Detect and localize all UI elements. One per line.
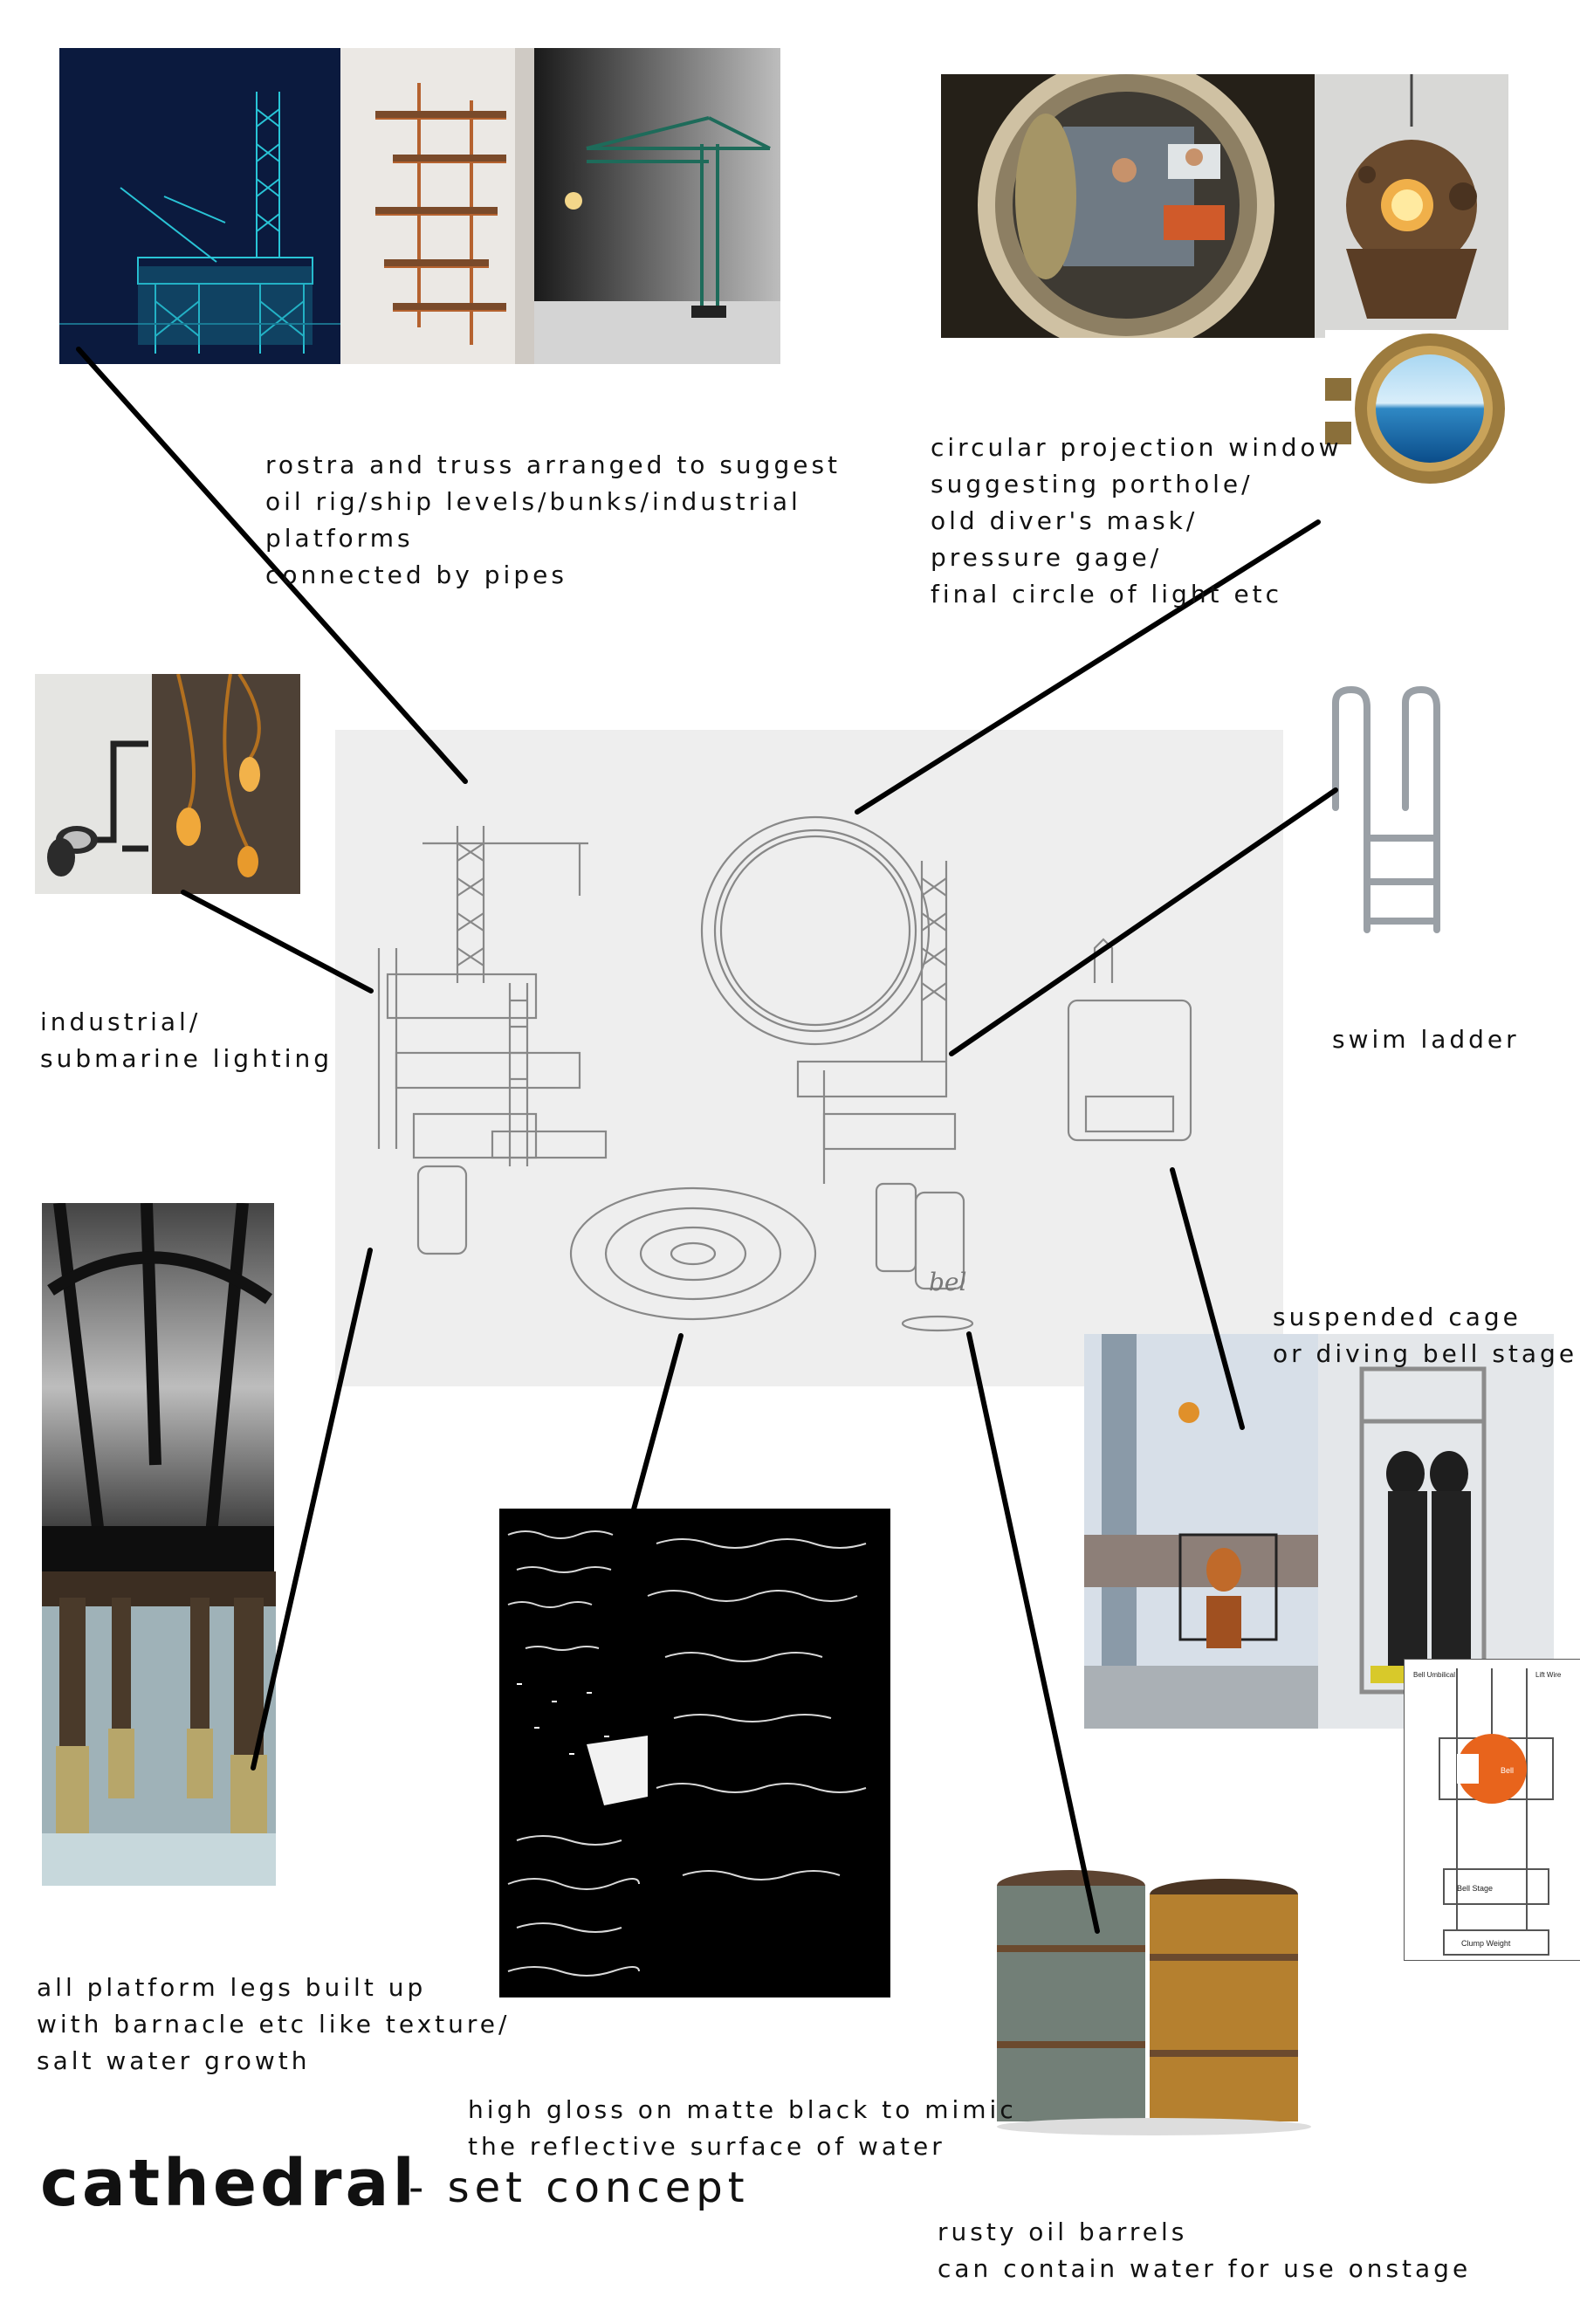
oil-rig-image xyxy=(59,48,340,364)
diagram-weight-label: Clump Weight xyxy=(1461,1939,1511,1948)
caption-ladder: swim ladder xyxy=(1332,1025,1520,1054)
set-sketch xyxy=(335,730,1283,1386)
diver-helmet-image xyxy=(1315,74,1508,338)
pier-legs-image xyxy=(42,1571,276,1886)
rusty-barrels-image xyxy=(988,1867,1311,2137)
brass-porthole-image xyxy=(1325,330,1514,487)
pipe-shelves-image xyxy=(340,48,534,364)
diagram-bell-label: Bell xyxy=(1501,1766,1515,1775)
caption-porthole: circular projection window suggesting porthole/ old diver's mask/ pressure gage/ final circle of light etc xyxy=(931,433,1343,609)
caption-rostra: rostra and truss arranged to suggest oil rig/ship levels/bunks/industrial platforms connected by pipes xyxy=(265,450,842,589)
swim-ladder-image xyxy=(1316,685,1491,947)
water-texture-image xyxy=(499,1509,890,1997)
caption-legs: all platform legs built up with barnacle etc like texture/ salt water growth xyxy=(37,1973,511,2075)
cage-lamps-image xyxy=(152,674,300,894)
page-subtitle: - set concept xyxy=(409,2163,750,2212)
diagram-lift-label: Lift Wire xyxy=(1535,1671,1562,1679)
caption-barrels: rusty oil barrels can contain water for use onstage xyxy=(938,2217,1472,2283)
sketch-label: bel xyxy=(929,1268,967,1296)
connector-barrels xyxy=(969,1334,1097,1931)
page-title: cathedral xyxy=(40,2146,418,2221)
caption-water: high gloss on matte black to mimic the reflective surface of water xyxy=(468,2095,1017,2161)
diagram-stage-label: Bell Stage xyxy=(1457,1884,1494,1893)
submarine-hatch-image xyxy=(941,74,1315,338)
caption-lighting: industrial/ submarine lighting xyxy=(40,1007,333,1073)
wall-pipe-lamp-image xyxy=(35,674,152,894)
crane-lamp-image xyxy=(534,48,780,364)
underwater-pier-image xyxy=(42,1203,274,1571)
caption-cage: suspended cage or diving bell stage xyxy=(1273,1303,1578,1368)
diagram-umbilical-label: Bell Umbilical xyxy=(1413,1671,1456,1679)
diving-bell-diagram xyxy=(1404,1659,1580,1961)
